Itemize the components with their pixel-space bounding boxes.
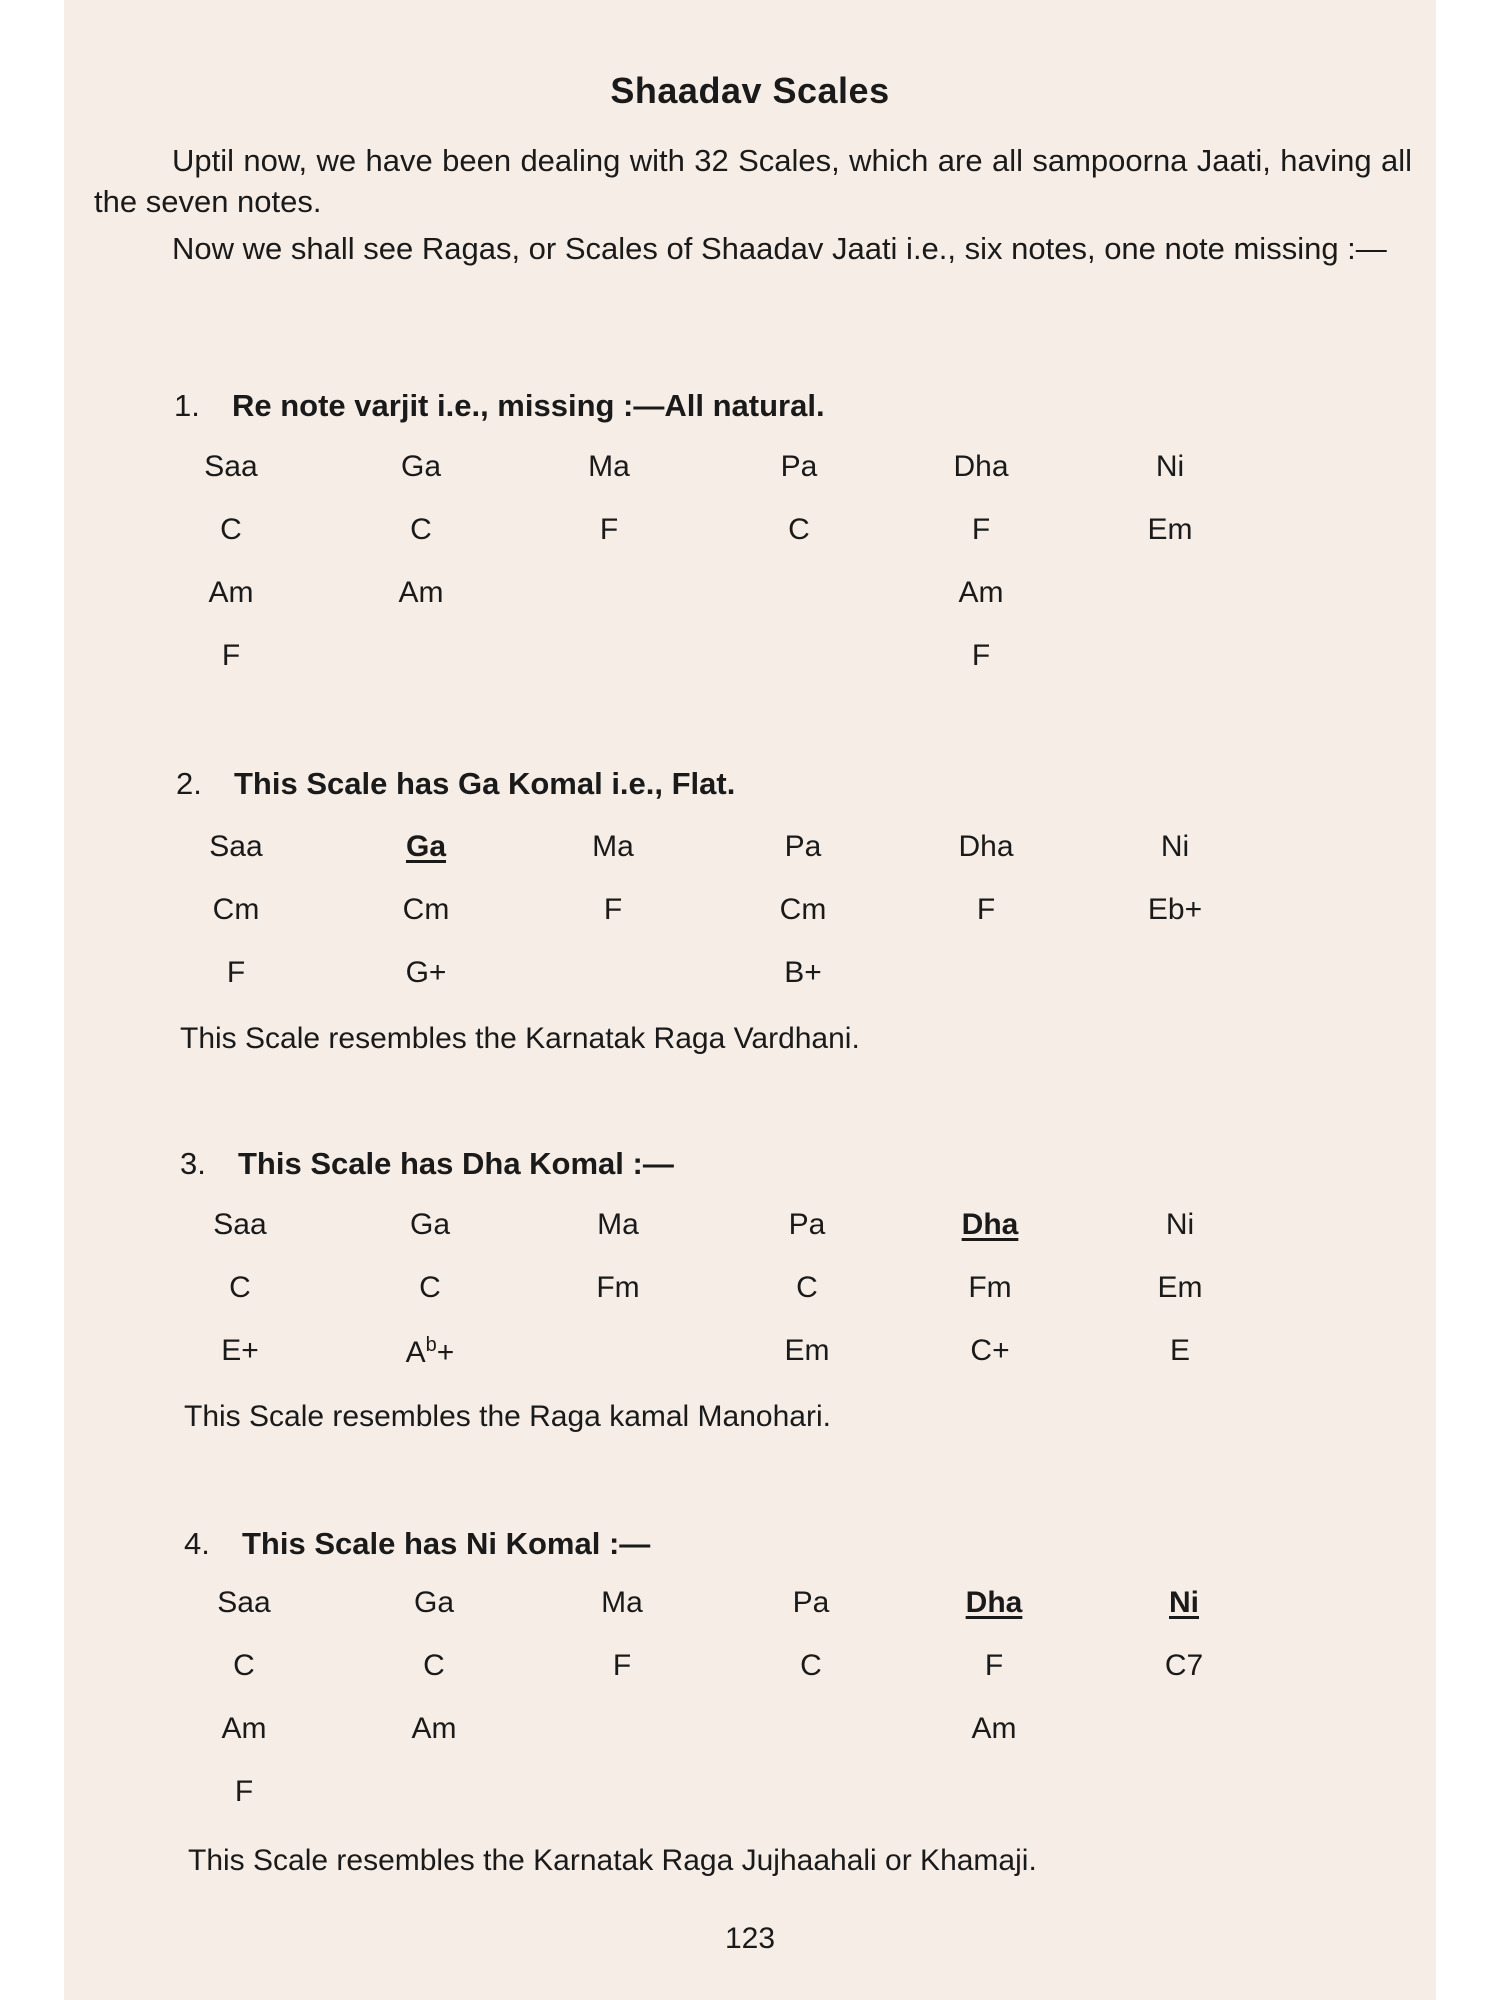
page-title: Shaadav Scales <box>610 70 890 111</box>
chord-cell: C7 <box>1164 1649 1204 1682</box>
note-dha: Dha <box>965 1586 1023 1619</box>
note-ni: Ni <box>1155 450 1185 483</box>
note-ma: Ma <box>588 450 630 483</box>
chord-cell: C <box>233 1649 255 1682</box>
intro-paragraph-2: Now we shall see Ragas, or Scales of Shaadav Jaati i.e., six notes, one note missing :— <box>172 231 1387 266</box>
note-ni: Ni <box>1169 1586 1199 1619</box>
chord-cell: C+ <box>970 1334 1010 1367</box>
chord-cell: C <box>800 1649 822 1682</box>
note-dha: Dha <box>961 1208 1019 1241</box>
chord-cell: F <box>971 639 991 672</box>
chord-cell: F <box>599 513 619 546</box>
note-ma: Ma <box>592 830 634 863</box>
book-page <box>64 0 1436 2000</box>
chord-cell: F <box>234 1775 254 1808</box>
chord-cell: Am <box>971 1712 1017 1745</box>
note-saa: Saa <box>209 830 263 863</box>
section-title: This Scale has Ga Komal i.e., Flat. <box>234 766 736 801</box>
section-1-heading <box>174 388 825 424</box>
section-title: This Scale has Dha Komal :— <box>238 1146 674 1181</box>
note-ga: Ga <box>400 450 442 483</box>
section-number: 4. <box>184 1526 210 1561</box>
chord-cell: Am <box>208 576 254 609</box>
chord-cell: F <box>226 956 246 989</box>
chord-cell: C <box>410 513 432 546</box>
chord-cell: F <box>984 1649 1004 1682</box>
chord-cell: E <box>1169 1334 1190 1367</box>
chord-cell: B+ <box>784 956 822 989</box>
chord-cell: C <box>423 1649 445 1682</box>
note-pa: Pa <box>780 450 818 483</box>
chord-cell: F <box>612 1649 632 1682</box>
chord-cell: Am <box>411 1712 457 1745</box>
chord-cell: C <box>788 513 810 546</box>
note-ga: Ga <box>409 1208 451 1241</box>
chord-cell: C <box>419 1271 441 1304</box>
chord-cell: C <box>220 513 242 546</box>
page-number: 123 <box>724 1922 776 1955</box>
chord-cell: Cm <box>779 893 827 926</box>
chord-cell: Em <box>1157 1271 1203 1304</box>
section-title: Re note varjit i.e., missing :—All natural. <box>232 388 825 423</box>
section-4-heading <box>184 1526 650 1562</box>
chord-cell: Am <box>398 576 444 609</box>
chord-cell: F <box>603 893 623 926</box>
note-pa: Pa <box>792 1586 830 1619</box>
section-2-resembles: This Scale resembles the Karnatak Raga Vardhani. <box>180 1022 860 1055</box>
chord-cell: F <box>976 893 996 926</box>
note-ma: Ma <box>597 1208 639 1241</box>
note-dha: Dha <box>958 830 1014 863</box>
note-ni: Ni <box>1160 830 1190 863</box>
note-ga: Ga <box>413 1586 455 1619</box>
note-ga: Ga <box>405 830 447 863</box>
section-number: 2. <box>176 766 202 801</box>
section-2-heading <box>176 766 735 802</box>
chord-cell: Am <box>958 576 1004 609</box>
chord-cell: Fm <box>968 1271 1012 1304</box>
chord-cell: $A^b+$ <box>405 1334 455 1369</box>
chord-cell: Em <box>1147 513 1193 546</box>
section-3-heading <box>180 1146 674 1182</box>
note-ni: Ni <box>1165 1208 1195 1241</box>
note-dha: Dha <box>953 450 1009 483</box>
chord-cell: Cm <box>212 893 260 926</box>
chord-cell: G+ <box>405 956 447 989</box>
chord-cell: Am <box>221 1712 267 1745</box>
note-pa: Pa <box>784 830 822 863</box>
chord-cell: F <box>971 513 991 546</box>
section-number: 1. <box>174 388 200 423</box>
intro-paragraph-1: Uptil now, we have been dealing with 32 Scales, which are all sampoorna Jaati, having all the seven notes. <box>94 143 1412 219</box>
section-3-resembles: This Scale resembles the Raga kamal Manohari. <box>184 1400 831 1433</box>
chord-cell: Cm <box>402 893 450 926</box>
note-saa: Saa <box>213 1208 267 1241</box>
chord-cell: C <box>229 1271 251 1304</box>
chord-cell: Em <box>784 1334 830 1367</box>
chord-cell: Eb+ <box>1147 893 1203 926</box>
note-ma: Ma <box>601 1586 643 1619</box>
note-pa: Pa <box>788 1208 826 1241</box>
section-number: 3. <box>180 1146 206 1181</box>
note-saa: Saa <box>204 450 258 483</box>
section-title: This Scale has Ni Komal :— <box>242 1526 651 1561</box>
section-4-resembles: This Scale resembles the Karnatak Raga Jujhaahali or Khamaji. <box>188 1844 1037 1877</box>
chord-cell: C <box>796 1271 818 1304</box>
chord-cell: Fm <box>596 1271 640 1304</box>
chord-cell: F <box>221 639 241 672</box>
chord-cell: E+ <box>221 1334 259 1367</box>
note-saa: Saa <box>217 1586 271 1619</box>
